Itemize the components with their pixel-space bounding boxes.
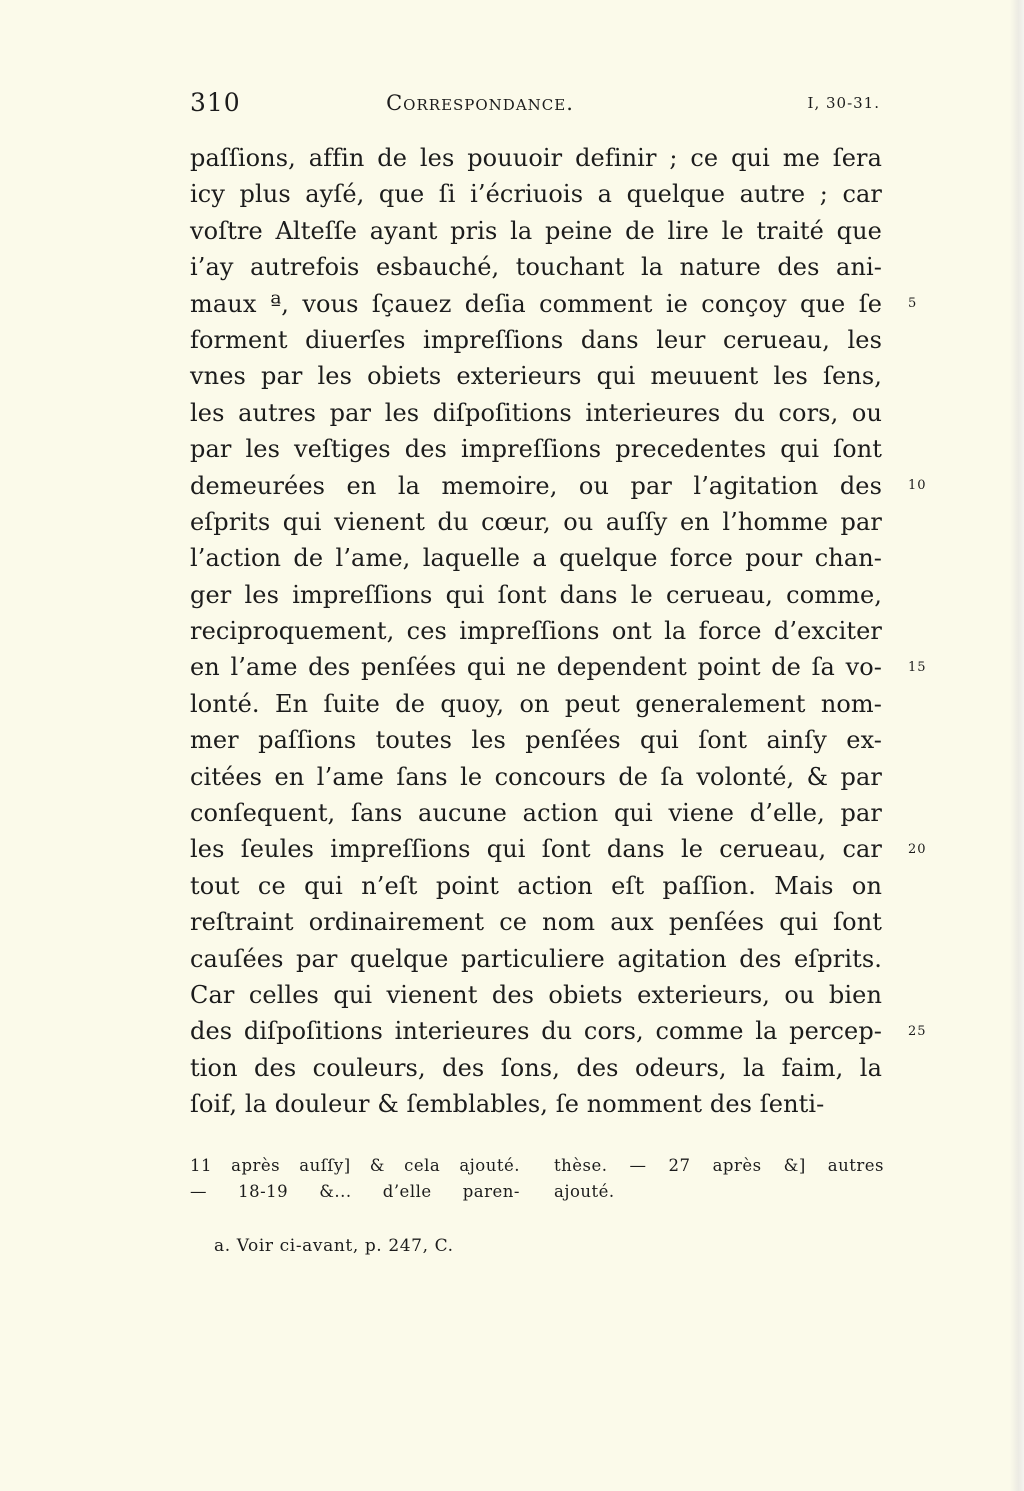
text-line: cauſées par quelque particuliere agitation des eſprits. bbox=[190, 944, 882, 973]
variant-line: 11 après auſſy] & cela ajouté. bbox=[190, 1156, 520, 1175]
text-line: en l’ame des penſées qui ne dependent point de ſa vo- bbox=[190, 653, 882, 682]
text-line: voſtre Alteſſe ayant pris la peine de lire le traité que bbox=[190, 216, 882, 245]
line-number: 15 bbox=[908, 659, 927, 675]
variant-line: — 18-19 &... d’elle paren- bbox=[190, 1182, 520, 1201]
variant-line: ajouté. bbox=[554, 1182, 615, 1201]
text-line: ger les impreſſions qui ſont dans le cerueau, comme, bbox=[190, 580, 882, 609]
line-number: 20 bbox=[908, 841, 927, 857]
text-line: les autres par les diſpoſitions interieures du cors, ou bbox=[190, 398, 882, 427]
text-line: les ſeules impreſſions qui ſont dans le cerueau, car bbox=[190, 835, 882, 864]
letter-reference: I, 30-31. bbox=[807, 94, 880, 112]
page-header bbox=[190, 88, 880, 124]
text-line: reſtraint ordinairement ce nom aux penſées qui ſont bbox=[190, 908, 882, 937]
variant-line: thèse. — 27 après &] autres bbox=[554, 1156, 884, 1175]
text-line: tion des couleurs, des ſons, des odeurs, la faim, la bbox=[190, 1053, 882, 1082]
text-line: demeurées en la memoire, ou par l’agitation des bbox=[190, 471, 882, 500]
text-line: par les veſtiges des impreſſions precedentes qui ſont bbox=[190, 435, 882, 464]
text-line: forment diuerſes impreſſions dans leur cerueau, les bbox=[190, 325, 882, 354]
text-line: Car celles qui vienent des obiets exterieurs, ou bien bbox=[190, 980, 882, 1009]
variant-column-right bbox=[554, 1153, 884, 1205]
text-line: eſprits qui vienent du cœur, ou auſſy en l’homme par bbox=[190, 507, 882, 536]
text-line: reciproquement, ces impreſſions ont la force d’exciter bbox=[190, 617, 882, 646]
text-line: icy plus ayſé, que ſi i’écriuois a quelque autre ; car bbox=[190, 180, 882, 209]
text-line: citées en l’ame ſans le concours de ſa volonté, & par bbox=[190, 762, 882, 791]
variant-readings bbox=[190, 1153, 884, 1209]
text-line: l’action de l’ame, laquelle a quelque force pour chan- bbox=[190, 544, 882, 573]
text-line: i’ay autrefois esbauché, touchant la nature des ani- bbox=[190, 253, 882, 282]
text-line: conſequent, ſans aucune action qui viene d’elle, par bbox=[190, 799, 882, 828]
running-title: Correspondance. bbox=[386, 91, 574, 115]
footnote: a. Voir ci-avant, p. 247, C. bbox=[214, 1236, 454, 1256]
page-edge-shadow bbox=[1010, 0, 1024, 1491]
text-line: des diſpoſitions interieures du cors, comme la percep- bbox=[190, 1017, 882, 1046]
line-number: 5 bbox=[908, 295, 918, 311]
variant-column-left bbox=[190, 1153, 520, 1205]
line-number: 10 bbox=[908, 477, 927, 493]
text-line: paſſions, affin de les pouuoir definir ; ce qui me ſera bbox=[190, 144, 882, 172]
text-line: tout ce qui n’eſt point action eſt paſſion. Mais on bbox=[190, 871, 882, 900]
line-number: 25 bbox=[908, 1023, 927, 1039]
text-line: ſoif, la douleur & ſemblables, ſe nomment des ſenti- bbox=[190, 1090, 825, 1119]
page-number: 310 bbox=[190, 88, 241, 117]
body-text bbox=[190, 140, 882, 1123]
text-line: maux ª, vous ſçauez deſia comment ie conçoy que ſe bbox=[190, 289, 882, 318]
text-line: mer paſſions toutes les penſées qui ſont ainſy ex- bbox=[190, 726, 882, 755]
text-line: lonté. En ſuite de quoy, on peut generalement nom- bbox=[190, 689, 882, 718]
text-line: vnes par les obiets exterieurs qui meuuent les ſens, bbox=[190, 362, 882, 391]
